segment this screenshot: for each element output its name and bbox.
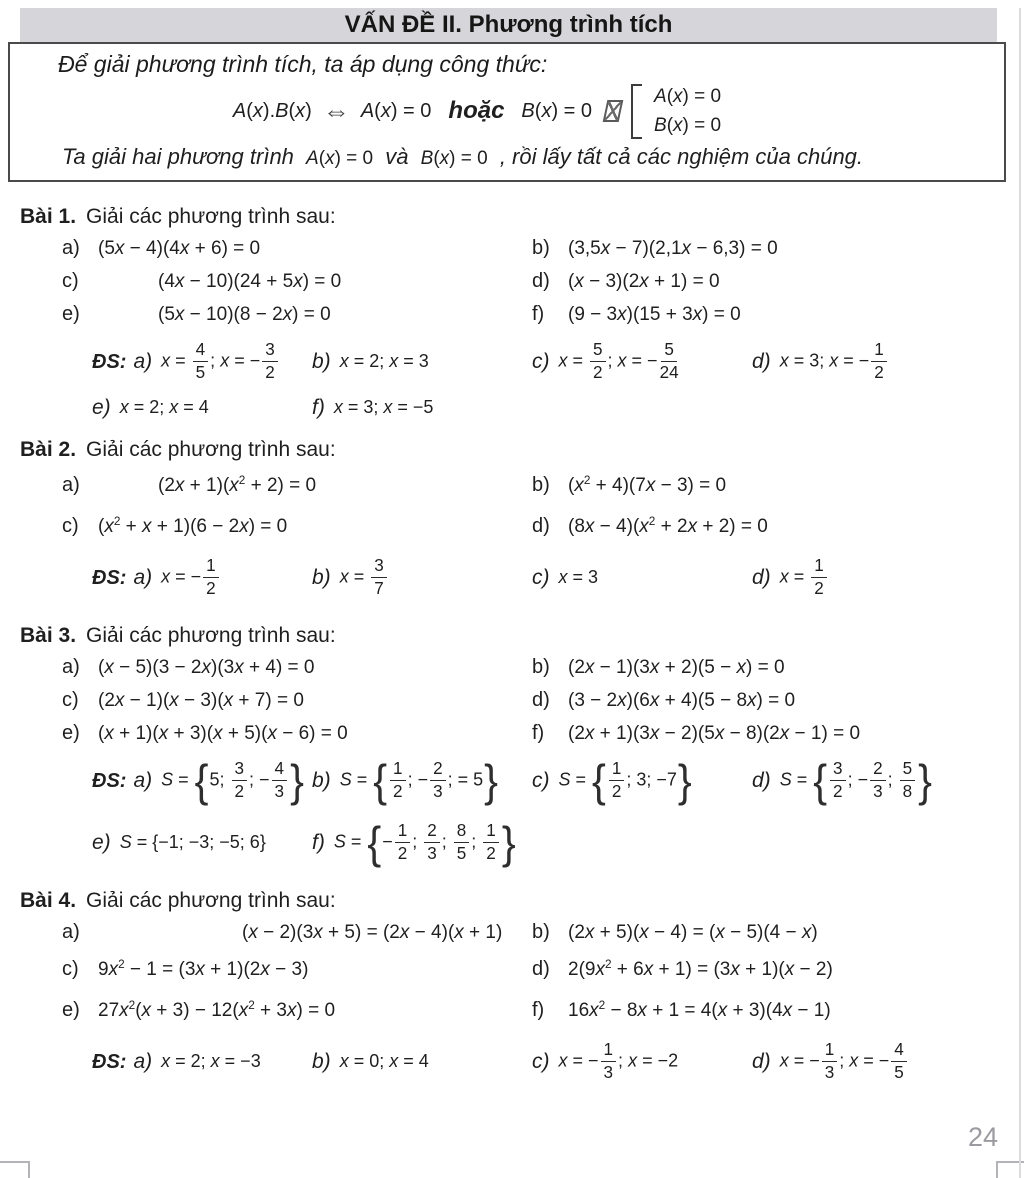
- intro-line2-mid: và: [385, 144, 409, 169]
- exercise-key: b): [532, 237, 550, 259]
- exercise-item: [532, 303, 741, 326]
- exercise-row: [0, 265, 1024, 298]
- page-title: VẤN ĐỀ II. Phương trình tích: [344, 11, 673, 38]
- answer-key: c): [532, 1050, 550, 1074]
- answer-math: x = $\frac{4}{5}$ ; x = − $\frac{3}{2}$: [161, 342, 280, 381]
- exercise-math: (5x − 4)(4x + 6) = 0: [98, 237, 261, 259]
- sections: [0, 202, 1024, 1093]
- answer-item: [92, 396, 312, 419]
- scan-edge-line: [1019, 8, 1021, 1178]
- answers-row: [0, 393, 1024, 423]
- exercise-key: f): [532, 722, 545, 744]
- answer-math: x = 0; x = 4: [339, 1051, 429, 1072]
- answer-math: S = {− $\frac{1}{2}$ ; $\frac{2}{3}$ ; $\frac{8}{5}$ ; $\frac{1}{2}$ }: [333, 818, 516, 868]
- answer-math: x = 2; x = −3: [161, 1051, 261, 1072]
- exercise-key: b): [532, 474, 550, 496]
- answer-key: a): [133, 350, 153, 374]
- answer-key: d): [752, 769, 771, 793]
- fraction: $\frac{2}{3}$: [870, 760, 886, 799]
- answer-key: a): [133, 769, 153, 793]
- exercise-key: d): [532, 958, 550, 980]
- section-label: Bài 3.: [20, 624, 77, 647]
- section-title: Giải các phương trình sau:: [86, 624, 336, 647]
- fraction: $\frac{1}{2}$: [871, 341, 887, 380]
- exercise-key: a): [62, 656, 80, 678]
- answer-item: [532, 342, 752, 381]
- section: [0, 202, 1024, 423]
- fraction: $\frac{5}{24}$: [659, 340, 679, 382]
- exercise-math: $(x^2 + x + 1)(6 - 2x) = 0$: [98, 515, 288, 537]
- fraction: $\frac{5}{2}$: [590, 341, 606, 380]
- exercise-key: a): [62, 474, 80, 496]
- exercise-item: [62, 237, 532, 260]
- intro-box: [8, 42, 1006, 182]
- exercise-math: $27x^2(x + 3) - 12(x^2 + 3x) = 0$: [98, 999, 336, 1021]
- answers-row: [0, 750, 1024, 812]
- answer-item: [752, 342, 972, 381]
- section-title: Giải các phương trình sau:: [86, 438, 336, 461]
- intro-line2-pre: Ta giải hai phương trình: [62, 144, 294, 169]
- intro-line-2: [10, 144, 1004, 180]
- cases-stack: [649, 84, 726, 139]
- case-eq-2: B(x) = 0: [654, 114, 722, 136]
- answer-key: b): [312, 350, 331, 374]
- formula-eq1: A(x) = 0: [360, 99, 432, 122]
- answer-item: [92, 831, 312, 854]
- section-heading: [20, 886, 1024, 916]
- exercise-item: [532, 474, 726, 497]
- exercise-row: [0, 232, 1024, 265]
- answers-row: [0, 1031, 1024, 1093]
- answer-key: a): [133, 1050, 153, 1074]
- or-word: hoặc: [448, 97, 505, 124]
- section-heading: [20, 202, 1024, 232]
- exercise-math: (9 − 3x)(15 + 3x) = 0: [568, 303, 741, 325]
- fraction: $\frac{1}{2}$: [483, 822, 499, 861]
- missing-glyph-icon: [603, 100, 624, 122]
- answer-math: x = 3; x = −5: [333, 397, 434, 418]
- exercise-key: f): [532, 999, 545, 1021]
- exercise-item: [62, 270, 532, 293]
- answers-prefix: ĐS:: [92, 351, 127, 373]
- answer-key: d): [752, 566, 771, 590]
- answer-math: x = $\frac{3}{7}$: [340, 558, 389, 597]
- exercise-item: [62, 921, 532, 944]
- answers-prefix: ĐS:: [92, 1051, 127, 1073]
- answer-key: d): [752, 350, 771, 374]
- section-label: Bài 4.: [20, 889, 77, 912]
- answer-math: S = { $\frac{3}{2}$ ; − $\frac{2}{3}$ ; $\frac{5}{8}$ }: [779, 756, 932, 806]
- answer-key: a): [133, 566, 153, 590]
- exercise-item: [62, 722, 532, 745]
- exercise-item: [532, 270, 720, 293]
- fraction: $\frac{1}{3}$: [822, 1041, 838, 1080]
- fraction: $\frac{1}{2}$: [395, 822, 411, 861]
- answer-math: x = − $\frac{1}{3}$ ; x = − $\frac{4}{5}$: [780, 1042, 909, 1081]
- answer-math: x = − $\frac{1}{2}$: [161, 558, 221, 597]
- cases-group: [631, 84, 726, 139]
- answer-item: [312, 396, 532, 419]
- answer-item: [92, 756, 312, 806]
- page-root: [0, 8, 1024, 1152]
- answers-prefix: ĐS:: [92, 770, 127, 792]
- exercise-row: [0, 684, 1024, 717]
- answer-item: [92, 342, 312, 381]
- answers-row: [0, 331, 1024, 393]
- exercise-row: [0, 298, 1024, 331]
- exercise-math: (5x − 10)(8 − 2x) = 0: [158, 303, 331, 325]
- page-number: 24: [967, 1122, 998, 1152]
- exercise-item: [62, 958, 532, 981]
- exercise-row: [0, 949, 1024, 990]
- exercise-item: [532, 237, 778, 260]
- answer-item: [312, 350, 532, 373]
- fraction: $\frac{3}{2}$: [232, 760, 248, 799]
- answer-key: f): [312, 396, 325, 420]
- fraction: $\frac{8}{5}$: [454, 822, 470, 861]
- answer-key: f): [312, 831, 325, 855]
- fraction: $\frac{3}{7}$: [371, 557, 387, 596]
- exercise-item: [532, 689, 795, 712]
- intro-line2-eq1: A(x) = 0: [306, 148, 374, 169]
- intro-line2-post: , rồi lấy tất cả các nghiệm của chúng.: [499, 144, 864, 169]
- exercise-math: (4x − 10)(24 + 5x) = 0: [158, 270, 342, 292]
- answer-item: [532, 1042, 752, 1081]
- section-heading: [20, 621, 1024, 651]
- answers-row: [0, 547, 1024, 609]
- fraction: $\frac{1}{2}$: [609, 760, 625, 799]
- section-label: Bài 1.: [20, 205, 77, 228]
- exercise-math: $2(9x^2 + 6x + 1) = (3x + 1)(x - 2)$: [568, 958, 833, 980]
- exercise-math: (3,5x − 7)(2,1x − 6,3) = 0: [568, 237, 778, 259]
- answer-item: [752, 558, 972, 597]
- answer-key: b): [312, 566, 331, 590]
- exercise-item: [62, 656, 532, 679]
- exercise-row: [0, 465, 1024, 506]
- intro-line-1: Để giải phương trình tích, ta áp dụng công thức:: [58, 51, 548, 77]
- exercise-item: [532, 958, 833, 981]
- exercise-math: $(x^2 + 4)(7x - 3) = 0$: [568, 474, 727, 496]
- exercise-math: $(2x + 1)(x^2 + 2) = 0$: [158, 474, 317, 496]
- exercise-math: (3 − 2x)(6x + 4)(5 − 8x) = 0: [568, 689, 796, 711]
- answer-key: c): [532, 566, 550, 590]
- answer-math: S = { $\frac{1}{2}$ ; 3; −7}: [558, 756, 692, 806]
- exercise-item: [62, 515, 532, 538]
- answers-row: [0, 812, 1024, 874]
- exercise-item: [62, 474, 532, 497]
- exercise-key: f): [532, 303, 545, 325]
- exercise-key: c): [62, 270, 79, 292]
- answer-item: [92, 558, 312, 597]
- formula: A(x).B(x) ⇔ A(x) = 0 hoặc B(x) = 0 A(x) = 0 B(x) = 0: [10, 78, 944, 144]
- section: [0, 435, 1024, 609]
- answer-math: S = { $\frac{1}{2}$ ; − $\frac{2}{3}$ ; = 5}: [339, 756, 498, 806]
- answer-math: S = {−1; −3; −5; 6}: [119, 832, 266, 853]
- answer-math: x = 2; x = 3: [339, 351, 429, 372]
- fraction: $\frac{4}{5}$: [193, 341, 209, 380]
- answer-item: [312, 818, 532, 868]
- exercise-key: e): [62, 999, 80, 1021]
- exercise-math: (x + 1)(x + 3)(x + 5)(x − 6) = 0: [98, 722, 348, 744]
- answer-math: x = 2; x = 4: [119, 397, 209, 418]
- exercise-item: [532, 656, 785, 679]
- fraction: $\frac{3}{2}$: [262, 341, 278, 380]
- fraction: $\frac{1}{2}$: [390, 760, 406, 799]
- exercise-math: (2x + 5)(x − 4) = (x − 5)(4 − x): [568, 921, 818, 943]
- exercise-key: d): [532, 515, 550, 537]
- exercise-key: c): [62, 689, 79, 711]
- fraction: $\frac{1}{2}$: [203, 557, 219, 596]
- section-title: Giải các phương trình sau:: [86, 889, 336, 912]
- fraction: $\frac{4}{3}$: [272, 760, 288, 799]
- exercise-item: [532, 999, 831, 1022]
- answer-key: e): [92, 396, 111, 420]
- answer-item: [92, 1050, 312, 1073]
- answers-prefix: ĐS:: [92, 567, 127, 589]
- section: [0, 621, 1024, 874]
- intro-line2-eq2: B(x) = 0: [420, 148, 488, 169]
- case-eq-1: A(x) = 0: [654, 85, 722, 107]
- formula-eq2: B(x) = 0: [521, 99, 593, 122]
- exercise-key: d): [532, 270, 550, 292]
- exercise-row: [0, 717, 1024, 750]
- answer-math: x = $\frac{5}{2}$ ; x = − $\frac{5}{24}$: [558, 340, 679, 382]
- exercise-math: $16x^2 - 8x + 1 = 4(x + 3)(4x - 1)$: [568, 999, 831, 1021]
- exercise-key: e): [62, 722, 80, 744]
- answer-math: S = {5; $\frac{3}{2}$ ; − $\frac{4}{3}$ }: [161, 756, 304, 806]
- exercise-key: c): [62, 958, 79, 980]
- answer-math: x = − $\frac{1}{3}$ ; x = −2: [558, 1040, 679, 1082]
- fraction: $\frac{1}{2}$: [811, 557, 827, 596]
- answer-item: [312, 756, 532, 806]
- exercise-math: (2x − 1)(x − 3)(x + 7) = 0: [98, 689, 304, 711]
- exercise-key: a): [62, 921, 80, 943]
- exercise-item: [532, 515, 768, 538]
- cases-bracket-icon: [631, 84, 642, 139]
- answer-key: c): [532, 350, 550, 374]
- answer-key: b): [312, 769, 331, 793]
- exercise-key: a): [62, 237, 80, 259]
- exercise-key: b): [532, 656, 550, 678]
- fraction: $\frac{2}{3}$: [424, 822, 440, 861]
- answer-item: [752, 1042, 972, 1081]
- exercise-item: [62, 689, 532, 712]
- fraction: $\frac{3}{2}$: [830, 760, 846, 799]
- exercise-math: (x − 5)(3 − 2x)(3x + 4) = 0: [98, 656, 315, 678]
- section-heading: [20, 435, 1024, 465]
- section-label: Bài 2.: [20, 438, 77, 461]
- exercise-key: c): [62, 515, 79, 537]
- answer-math: x = $\frac{1}{2}$: [780, 558, 829, 597]
- exercise-row: [0, 506, 1024, 547]
- answer-key: b): [312, 1050, 331, 1074]
- section: [0, 886, 1024, 1093]
- exercise-row: [0, 990, 1024, 1031]
- fraction: $\frac{1}{3}$: [601, 1041, 617, 1080]
- exercise-item: [62, 999, 532, 1022]
- exercise-math: $9x^2 - 1 = (3x + 1)(2x - 3)$: [98, 958, 309, 980]
- answer-key: c): [532, 769, 550, 793]
- answer-key: e): [92, 831, 111, 855]
- exercise-key: e): [62, 303, 80, 325]
- exercise-math: $(8x - 4)(x^2 + 2x + 2) = 0$: [568, 515, 768, 537]
- formula-product: A(x).B(x): [232, 99, 312, 122]
- answer-math: x = 3: [558, 567, 599, 588]
- answer-item: [532, 566, 752, 589]
- exercise-item: [62, 303, 532, 326]
- exercise-row: [0, 916, 1024, 949]
- answer-item: [752, 756, 972, 806]
- exercise-math: (x − 2)(3x + 5) = (2x − 4)(x + 1): [242, 921, 503, 943]
- section-title: Giải các phương trình sau:: [86, 205, 336, 228]
- fraction: $\frac{5}{8}$: [900, 760, 916, 799]
- answer-item: [312, 1050, 532, 1073]
- answer-key: d): [752, 1050, 771, 1074]
- fraction: $\frac{2}{3}$: [430, 760, 446, 799]
- answer-math: x = 3; x = − $\frac{1}{2}$: [780, 342, 889, 381]
- answer-item: [312, 558, 532, 597]
- header-band: [20, 8, 997, 42]
- exercise-item: [532, 921, 818, 944]
- exercise-row: [0, 651, 1024, 684]
- exercise-key: b): [532, 921, 550, 943]
- fraction: $\frac{4}{5}$: [891, 1041, 907, 1080]
- exercise-item: [532, 722, 860, 745]
- exercise-math: (2x − 1)(3x + 2)(5 − x) = 0: [568, 656, 785, 678]
- exercise-math: (x − 3)(2x + 1) = 0: [568, 270, 720, 292]
- answer-item: [532, 756, 752, 806]
- exercise-math: (2x + 1)(3x − 2)(5x − 8)(2x − 1) = 0: [568, 722, 861, 744]
- exercise-key: d): [532, 689, 550, 711]
